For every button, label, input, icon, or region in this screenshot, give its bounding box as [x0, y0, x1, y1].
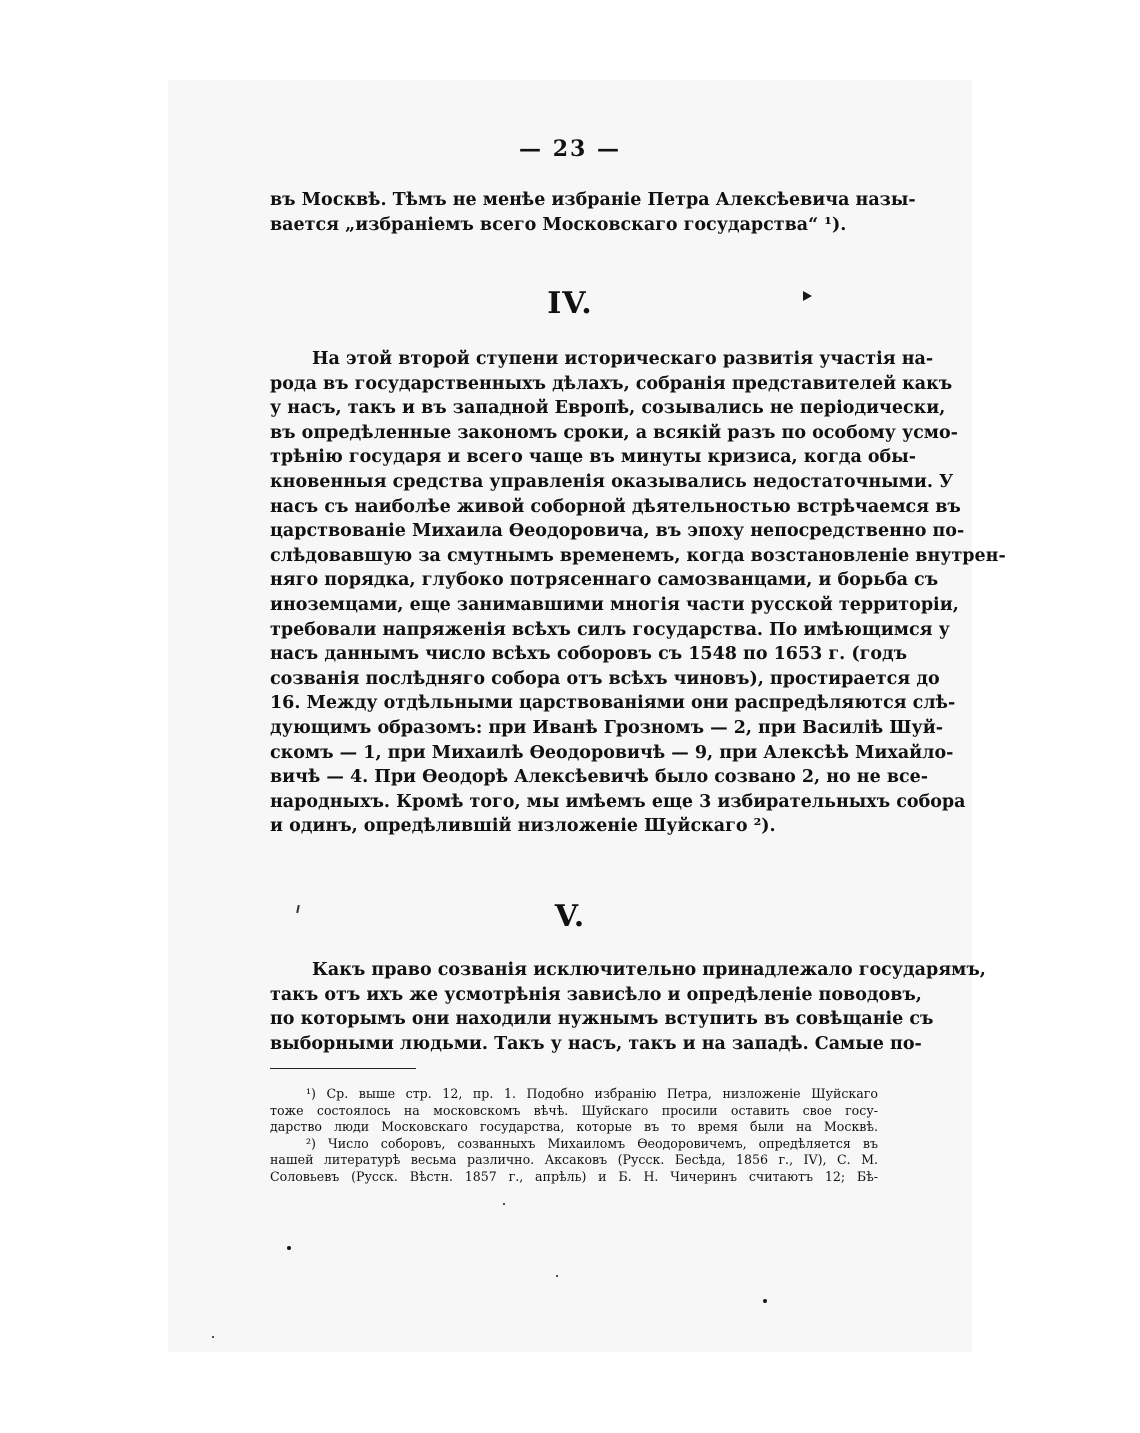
footnote-line: тоже состоялось на московскомъ вѣчѣ. Шуйскаго просили оставить свое госу-: [270, 1102, 878, 1118]
text-line: дующимъ образомъ: при Иванѣ Грозномъ — 2, при Василіѣ Шуй-: [270, 717, 943, 738]
scan-speck: [556, 1275, 558, 1277]
text-line: 16. Между отдѣльными царствованіями они распредѣляются слѣ-: [270, 693, 956, 714]
margin-arrow-mark: [803, 291, 812, 301]
text-line: Какъ право созванія исключительно принадлежало государямъ,: [312, 960, 986, 980]
intro-paragraph: [270, 188, 916, 237]
text-line: въ опредѣленные закономъ сроки, а всякій разъ по особому усмо-: [270, 422, 958, 443]
text-line: слѣдовавшую за смутнымъ временемъ, когда возстановленіе внутрен-: [270, 545, 1006, 566]
text-line: созванія послѣдняго собора отъ всѣхъ чиновъ), простирается до: [270, 668, 940, 689]
scan-speck: [212, 1336, 214, 1338]
text-line: у насъ, такъ и въ западной Европѣ, созывались не періодически,: [270, 398, 946, 419]
text-line: народныхъ. Кромѣ того, мы имѣемъ еще 3 избирательныхъ собора: [270, 791, 966, 812]
scan-speck: [503, 1203, 505, 1205]
footnote-line: Соловьевъ (Русск. Вѣстн. 1857 г., апрѣль) и Б. Н. Чичеринъ считаютъ 12; Бѣ-: [270, 1168, 878, 1184]
footnote-line: ¹) Ср. выше стр. 12, пр. 1. Подобно избранію Петра, низложеніе Шуйскаго: [306, 1086, 878, 1101]
footnote-line: нашей литературѣ весьма различно. Аксаковъ (Русск. Бесѣда, 1856 г., IV), С. М.: [270, 1152, 878, 1168]
footnote-line: ²) Число соборовъ, созванныхъ Михаиломъ Өеодоровичемъ, опредѣляется въ: [306, 1135, 878, 1151]
section-heading-v: V.: [554, 899, 586, 934]
text-line: выборными людьми. Такъ у насъ, такъ и на западѣ. Самые по-: [270, 1033, 922, 1054]
text-line: няго порядка, глубоко потрясеннаго самозванцами, и борьба съ: [270, 570, 939, 591]
section-iv-paragraph: [270, 347, 1006, 839]
text-line: трѣнію государя и всего чаще въ минуты кризиса, когда обы-: [270, 447, 917, 468]
text-line: и одинъ, опредѣлившій низложеніе Шуйскаго ²).: [270, 816, 776, 837]
text-line: требовали напряженія всѣхъ силъ государства. По имѣющимся у: [270, 619, 950, 640]
scan-speck: [763, 1299, 767, 1303]
text-line: скомъ — 1, при Михаилѣ Өеодоровичѣ — 9, при Алексѣѣ Михайло-: [270, 742, 954, 763]
text-line: въ Москвѣ. Тѣмъ не менѣе избраніе Петра Алексѣевича назы-: [270, 190, 916, 210]
text-line: насъ даннымъ число всѣхъ соборовъ съ 1548 по 1653 г. (годъ: [270, 644, 908, 665]
text-line: вичѣ — 4. При Өеодорѣ Алексѣевичѣ было созвано 2, но не все-: [270, 767, 929, 788]
text-line: вается „избраніемъ всего Московскаго государства“ ¹).: [270, 214, 847, 235]
footnote-divider: [270, 1068, 416, 1069]
text-line: по которымъ они находили нужнымъ вступить въ совѣщаніе съ: [270, 1009, 934, 1030]
scan-speck: [287, 1246, 291, 1250]
section-v-paragraph: [270, 958, 986, 1056]
page-number: — 23 —: [519, 136, 621, 162]
text-line: такъ отъ ихъ же усмотрѣнія зависѣло и опредѣленіе поводовъ,: [270, 984, 922, 1005]
text-line: царствованіе Михаила Өеодоровича, въ эпоху непосредственно по-: [270, 521, 965, 542]
text-line: кновенныя средства управленія оказывались недостаточными. У: [270, 471, 954, 492]
text-line: иноземцами, еще занимавшими многія части русской территоріи,: [270, 594, 959, 615]
footnote-line: дарство люди Московскаго государства, которые въ то время были на Москвѣ.: [270, 1119, 878, 1135]
text-line: насъ съ наиболѣе живой соборной дѣятельностью встрѣчаемся въ: [270, 496, 961, 517]
footnotes: [270, 1086, 878, 1186]
section-heading-iv: IV.: [547, 286, 593, 321]
text-line: рода въ государственныхъ дѣлахъ, собранія представителей какъ: [270, 373, 953, 394]
text-line: На этой второй ступени историческаго развитія участія на-: [312, 349, 934, 369]
